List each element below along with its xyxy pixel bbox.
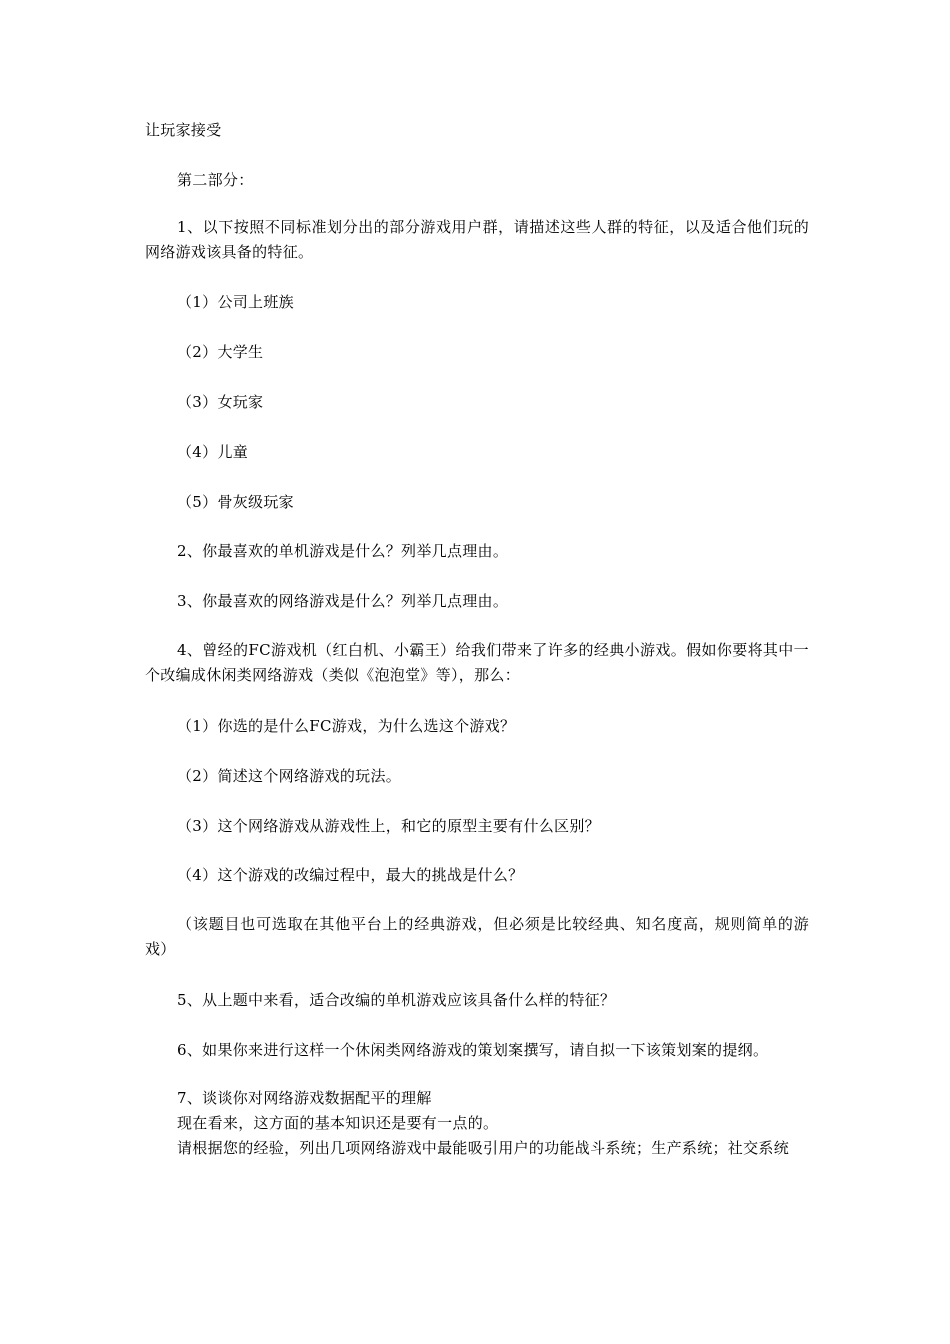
question-4-item-1: （1）你选的是什么FC游戏，为什么选这个游戏？ xyxy=(177,717,516,735)
question-4-item-4: （4）这个游戏的改编过程中，最大的挑战是什么？ xyxy=(177,866,524,884)
question-7: 7、谈谈你对网络游戏数据配平的理解 xyxy=(177,1089,432,1107)
question-1-item-3: （3）女玩家 xyxy=(177,393,264,411)
question-5: 5、从上题中来看，适合改编的单机游戏应该具备什么样的特征？ xyxy=(177,991,616,1009)
question-1-item-4: （4）儿童 xyxy=(177,443,249,461)
question-2: 2、你最喜欢的单机游戏是什么？列举几点理由。 xyxy=(177,542,509,560)
question-1-item-5: （5）骨灰级玩家 xyxy=(177,493,294,511)
comment-line: 现在看来，这方面的基本知识还是要有一点的。 xyxy=(177,1114,499,1132)
question-6: 6、如果你来进行这样一个休闲类网络游戏的策划案撰写，请自拟一下该策划案的提纲。 xyxy=(177,1041,769,1059)
question-3: 3、你最喜欢的网络游戏是什么？列举几点理由。 xyxy=(177,592,509,610)
question-4: 4、曾经的FC游戏机（红白机、小霸王）给我们带来了许多的经典小游戏。假如你要将其中一个改编成休闲类网络游戏（类似《泡泡堂》等），那么： xyxy=(145,641,809,684)
question-4-item-3: （3）这个网络游戏从游戏性上，和它的原型主要有什么区别？ xyxy=(177,817,600,835)
question-8: 请根据您的经验，列出几项网络游戏中最能吸引用户的功能战斗系统；生产系统；社交系统 xyxy=(177,1139,790,1157)
question-1-item-2: （2）大学生 xyxy=(177,343,264,361)
question-4-item-2: （2）简述这个网络游戏的玩法。 xyxy=(177,767,402,785)
paragraph-intro: 让玩家接受 xyxy=(145,121,222,139)
question-1-item-1: （1）公司上班族 xyxy=(177,293,294,311)
question-4-note: （该题目也可选取在其他平台上的经典游戏，但必须是比较经典、知名度高，规则简单的游戏） xyxy=(145,915,809,958)
section-heading: 第二部分： xyxy=(177,171,254,189)
question-1: 1、以下按照不同标准划分出的部分游戏用户群，请描述这些人群的特征，以及适合他们玩的网络游戏该具备的特征。 xyxy=(145,218,809,261)
